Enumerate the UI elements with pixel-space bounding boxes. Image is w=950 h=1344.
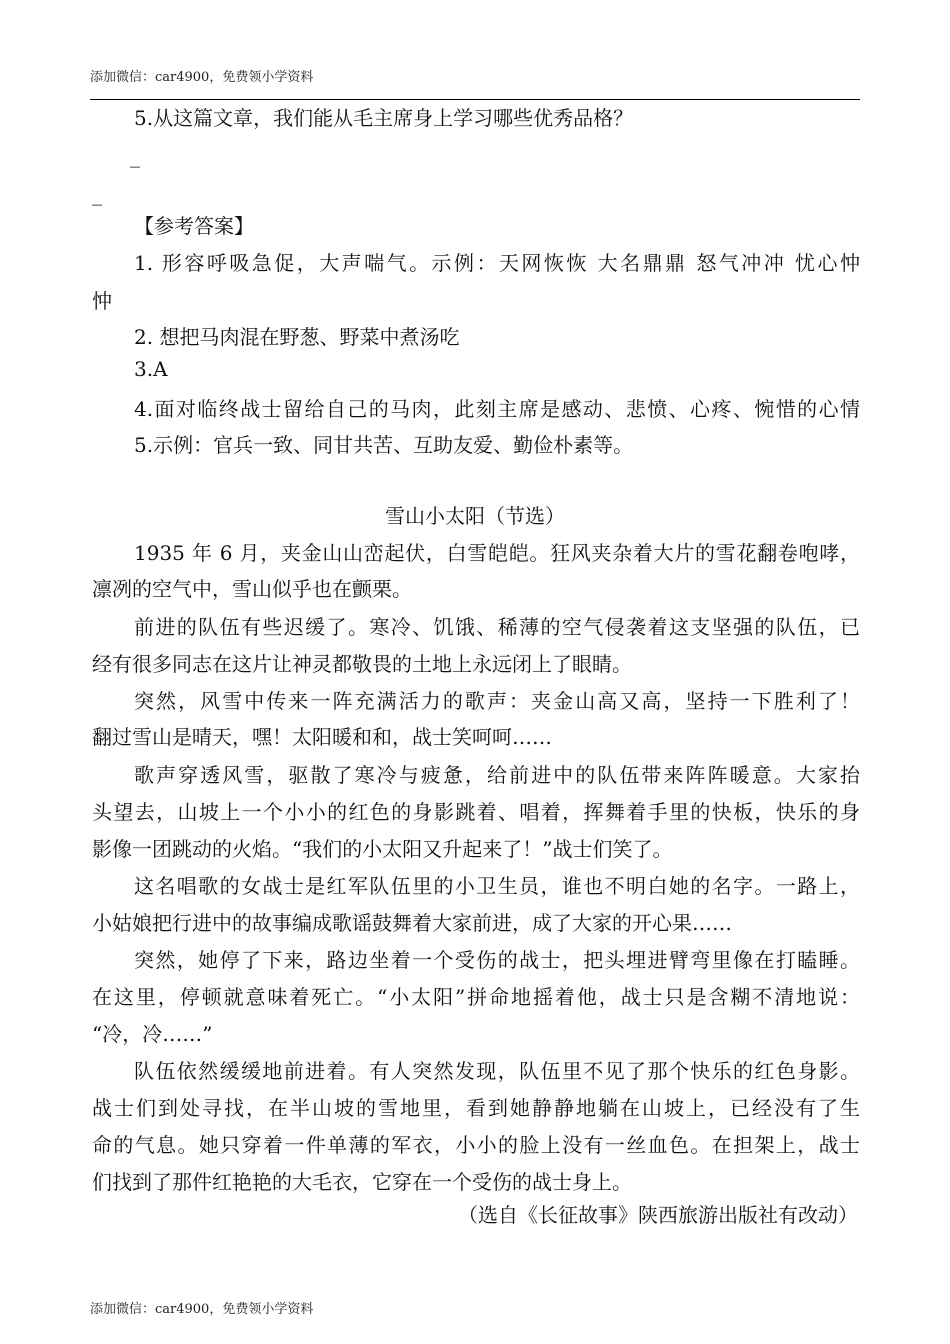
story-line: 突然，风雪中传来一阵充满活力的歌声：夹金山高又高，坚持一下胜利了！ (134, 689, 860, 713)
story-line: 凛冽的空气中，雪山似乎也在颤栗。 (92, 577, 412, 601)
story-line: 命的气息。她只穿着一件单薄的军衣，小小的脸上没有一丝血色。在担架上，战士 (92, 1133, 860, 1157)
answer-1-line-2: 忡 (92, 289, 112, 313)
answers-heading: 【参考答案】 (134, 214, 254, 238)
page-footer: 添加微信：car4900，免费领小学资料 (90, 1302, 314, 1317)
story-line: 经有很多同志在这片让神灵都敬畏的土地上永远闭上了眼睛。 (92, 652, 632, 676)
story-line: 突然，她停了下来，路边坐着一个受伤的战士，把头埋进臂弯里像在打瞌睡。 (134, 948, 860, 972)
story-line: 前进的队伍有些迟缓了。寒冷、饥饿、稀薄的空气侵袭着这支坚强的队伍，已 (134, 615, 860, 639)
story-source: （选自《长征故事》陕西旅游出版社有改动） (458, 1203, 858, 1227)
story-line: 影像一团跳动的火焰。“我们的小太阳又升起来了！”战士们笑了。 (92, 837, 673, 861)
story-line: 1935 年 6 月，夹金山山峦起伏，白雪皑皑。狂风夹杂着大片的雪花翻卷咆哮， (134, 541, 860, 565)
story-line: 小姑娘把行进中的故事编成歌谣鼓舞着大家前进，成了大家的开心果…… (92, 911, 732, 935)
answer-5: 5.示例：官兵一致、同甘共苦、互助友爱、勤俭朴素等。 (134, 433, 634, 457)
answer-blank-1: _ (130, 144, 140, 168)
answer-3: 3.A (134, 357, 168, 381)
story-line: 们找到了那件红艳艳的大毛衣，它穿在一个受伤的战士身上。 (92, 1170, 632, 1194)
story-line: 队伍依然缓缓地前进着。有人突然发现，队伍里不见了那个快乐的红色身影。 (134, 1059, 860, 1083)
story-line: 头望去，山坡上一个小小的红色的身影跳着、唱着，挥舞着手里的快板，快乐的身 (92, 800, 860, 824)
header-rule (90, 99, 860, 100)
story-line: 翻过雪山是晴天，嘿！太阳暖和和，战士笑呵呵…… (92, 725, 552, 749)
story-line: 在这里，停顿就意味着死亡。“小太阳”拼命地摇着他，战士只是含糊不清地说： (92, 985, 860, 1009)
story-line: “冷，冷……” (92, 1022, 213, 1046)
answer-4: 4.面对临终战士留给自己的马肉，此刻主席是感动、悲愤、心疼、惋惜的心情 (134, 397, 860, 421)
answer-2: 2. 想把马肉混在野葱、野菜中煮汤吃 (134, 325, 460, 349)
story-line: 这名唱歌的女战士是红军队伍里的小卫生员，谁也不明白她的名字。一路上， (134, 874, 860, 898)
answer-blank-2: _ (92, 182, 102, 206)
story-line: 歌声穿透风雪，驱散了寒冷与疲惫，给前进中的队伍带来阵阵暖意。大家抬 (134, 763, 860, 787)
question-5: 5.从这篇文章，我们能从毛主席身上学习哪些优秀品格？ (134, 106, 634, 130)
story-title: 雪山小太阳（节选） (385, 504, 565, 528)
answer-1-line-1: 1. 形容呼吸急促，大声喘气。示例：天网恢恢 大名鼎鼎 怒气冲冲 忧心忡 (134, 251, 860, 275)
story-line: 战士们到处寻找，在半山坡的雪地里，看到她静静地躺在山坡上，已经没有了生 (92, 1096, 860, 1120)
page-header: 添加微信：car4900，免费领小学资料 (90, 70, 314, 85)
